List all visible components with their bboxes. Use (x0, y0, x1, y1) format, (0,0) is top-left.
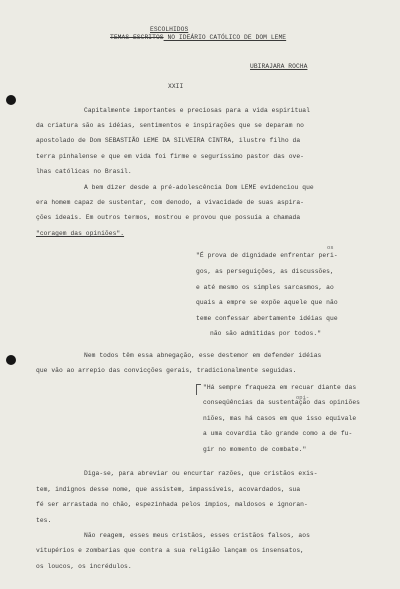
p5-line-3: os loucos, os incrédulos. (36, 563, 132, 570)
quote2-bracket (196, 384, 201, 395)
quote2-insertion: opi- (296, 394, 310, 401)
p1-line-3: apostolado de Dom SEBASTIÃO LEME DA SILVEIRA CINTRA, ilustre filho da (36, 137, 301, 144)
p4-line-3: fé ser arrastada no chão, espezinhada pelos ímpios, maldosos e ignoran- (36, 501, 308, 508)
p5-line-2: vitupérios e zombarias que contra a sua religião lançam os insensatos, (36, 547, 305, 554)
p4-line-1: Diga-se, para abreviar ou encurtar razões, que cristãos exis- (84, 470, 318, 477)
quote2-line-3: niões, mas há casos em que isso equivale (203, 415, 357, 422)
p2-line-2: era homem capaz de sustentar, com denodo, a vivacidade de suas aspira- (36, 199, 305, 206)
quote1-line-4: quais a empre se expõe aquele que não (196, 299, 338, 306)
p4-line-4: tes. (36, 517, 52, 524)
quote2-line-1: "Há sempre fraqueza em recuar diante das (203, 384, 357, 391)
p2-line-1: A bem dizer desde a pré-adolescência Dom LEME evidenciou que (84, 184, 314, 191)
quote1-line-2: gos, as perseguições, as discussões, (196, 268, 334, 275)
header-title-text: NO IDEÁRIO CATÓLICO DE DOM LEME (163, 34, 287, 41)
binder-hole-top (6, 95, 16, 105)
binder-hole-bottom (6, 355, 16, 365)
p3-line-1: Nem todos têm essa abnegação, esse destemor em defender idéias (84, 352, 322, 359)
quote2-line-2: conseqüências da sustentação das opiniões (203, 399, 360, 406)
author-name: UBIRAJARA ROCHA (250, 63, 308, 70)
p1-line-5: lhas católicas no Brasil. (36, 168, 132, 175)
quote1-line-1: "É prova de dignidade enfrentar peri- (196, 252, 338, 259)
quote1-line-5: teme confessar abertamente idéias que (196, 315, 338, 322)
quote2-line-4: a uma covardia tão grande como a de fu- (203, 430, 353, 437)
header-struck-text: TEMAS ESCRITOS (110, 34, 164, 41)
p4-line-2: tem, indignos desse nome, que assistem, impassíveis, acovardados, sua (36, 486, 301, 493)
header-line-1: ESCOLHIDOS (150, 26, 189, 33)
p5-line-1: Não reagem, esses meus cristãos, esses cristãos falsos, aos (84, 532, 310, 539)
p1-line-1: Capitalmente importantes e preciosas para a vida espiritual (84, 107, 310, 114)
p2-line-3: ções ideais. Em outros termos, mostrou e provou que possuía a chamada (36, 214, 301, 221)
p1-line-4: terra pinhalense e que em vida foi firme e seguríssimo pastor das ove- (36, 153, 305, 160)
p2-quote: "coragem das opiniões". (36, 230, 125, 237)
header-line-2 (110, 34, 286, 42)
p3-line-2: que vão ao arrepio das convicções gerais, tradicionalmente seguidas. (36, 367, 297, 374)
quote1-line-6: não são admitidas por todos." (210, 330, 322, 337)
quote2-line-5: gir no momento de combate." (203, 446, 307, 453)
quote1-insertion: os (327, 244, 334, 251)
p1-line-2: da criatura são as idéias, sentimentos e inspirações que se deparam no (36, 122, 305, 129)
quote1-line-3: e até mesmo os simples sarcasmos, ao (196, 284, 334, 291)
chapter-number: XXII (168, 83, 184, 90)
